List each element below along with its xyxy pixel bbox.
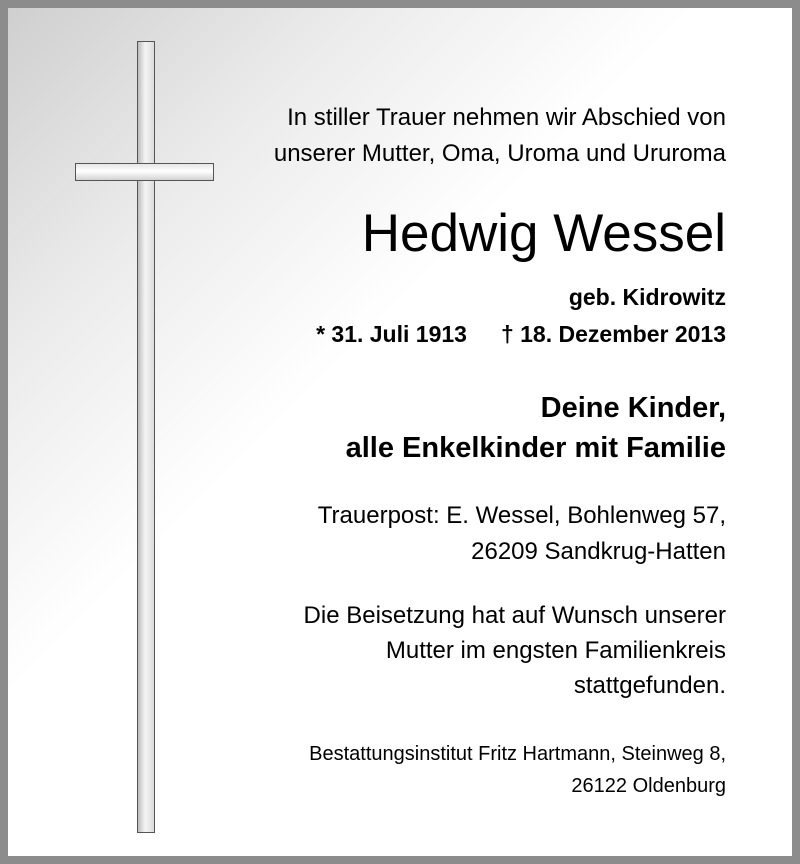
mourners-line: Deine Kinder,: [540, 392, 726, 424]
intro-line: In stiller Trauer nehmen wir Abschied von: [287, 104, 726, 131]
funeral-note: [304, 598, 726, 703]
mail-address-line: Trauerpost: E. Wessel, Bohlenweg 57,: [317, 502, 726, 529]
undertaker-line: Bestattungsinstitut Fritz Hartmann, Steinweg 8,: [309, 743, 726, 765]
mail-address: [318, 498, 726, 570]
undertaker-info: [309, 738, 726, 802]
life-dates: [316, 321, 726, 348]
funeral-note-line: Die Beisetzung hat auf Wunsch unserer: [303, 602, 726, 629]
mourners-line: alle Enkelkinder mit Familie: [345, 432, 726, 464]
birth-name: geb. Kidrowitz: [568, 284, 726, 310]
undertaker-line: 26122 Oldenburg: [571, 775, 726, 797]
birth-date: * 31. Juli 1913: [316, 321, 467, 347]
mourners: [346, 388, 726, 468]
intro-text: [274, 100, 726, 172]
funeral-note-line: Mutter im engsten Familienkreis: [385, 637, 726, 664]
funeral-note-line: stattgefunden.: [573, 672, 726, 699]
mail-address-line: 26209 Sandkrug-Hatten: [471, 538, 726, 565]
death-date: † 18. Dezember 2013: [500, 321, 726, 347]
cross-vertical-beam: [137, 41, 155, 833]
deceased-name: Hedwig Wessel: [361, 204, 726, 263]
intro-line: unserer Mutter, Oma, Uroma und Ururoma: [273, 140, 726, 167]
cross-horizontal-beam: [75, 163, 214, 181]
